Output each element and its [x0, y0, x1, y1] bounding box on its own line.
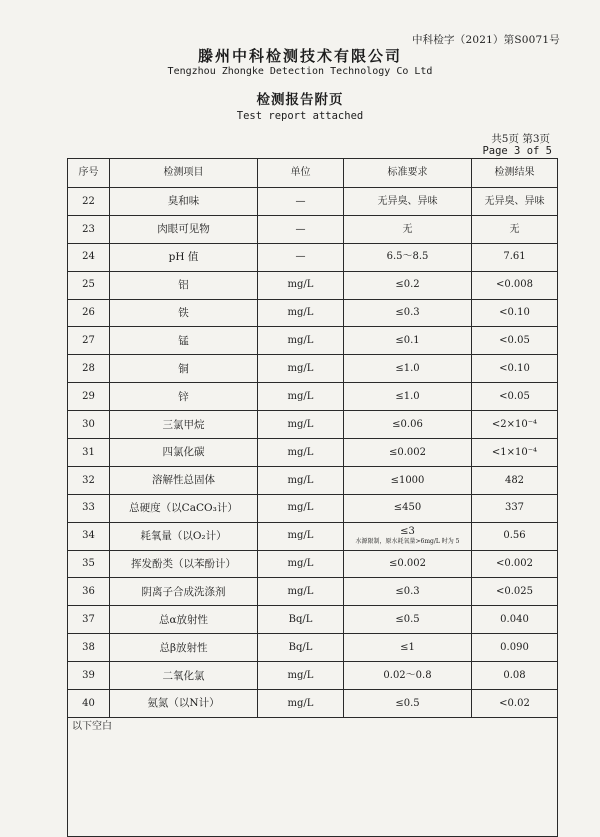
table-row — [68, 578, 558, 606]
row-item: 臭和味 — [110, 188, 258, 216]
row-unit: mg/L — [258, 439, 344, 467]
row-unit: — — [258, 243, 344, 271]
row-unit: mg/L — [258, 327, 344, 355]
row-standard — [344, 690, 472, 718]
row-unit: mg/L — [258, 522, 344, 550]
row-number: 26 — [68, 299, 110, 327]
row-item: 锰 — [110, 327, 258, 355]
row-result: <0.008 — [472, 271, 558, 299]
row-result: <0.10 — [472, 299, 558, 327]
table-row — [68, 299, 558, 327]
row-number: 23 — [68, 215, 110, 243]
row-unit: mg/L — [258, 271, 344, 299]
table-row — [68, 243, 558, 271]
row-unit: mg/L — [258, 383, 344, 411]
row-standard — [344, 634, 472, 662]
row-result: 7.61 — [472, 243, 558, 271]
row-result: <0.002 — [472, 550, 558, 578]
row-number: 33 — [68, 494, 110, 522]
row-unit: mg/L — [258, 411, 344, 439]
row-unit: mg/L — [258, 355, 344, 383]
row-unit: mg/L — [258, 690, 344, 718]
standard-value: ≤0.2 — [395, 279, 420, 291]
row-standard — [344, 411, 472, 439]
standard-value: ≤0.002 — [388, 446, 426, 458]
row-number: 31 — [68, 439, 110, 467]
row-result: 0.090 — [472, 634, 558, 662]
page-count-en: Page 3 of 5 — [482, 145, 552, 157]
row-standard — [344, 355, 472, 383]
row-item: 三氯甲烷 — [110, 411, 258, 439]
row-number: 40 — [68, 690, 110, 718]
row-number: 30 — [68, 411, 110, 439]
table-row — [68, 271, 558, 299]
row-item: 总α放射性 — [110, 606, 258, 634]
standard-value: 0.02～0.8 — [383, 669, 432, 681]
row-number: 25 — [68, 271, 110, 299]
standard-value: ≤0.06 — [392, 418, 423, 430]
row-standard — [344, 522, 472, 550]
standard-value: 无异臭、异味 — [377, 195, 438, 207]
row-unit: mg/L — [258, 299, 344, 327]
row-result: 0.040 — [472, 606, 558, 634]
document-number: 中科检字（2021）第S0071号 — [411, 34, 560, 46]
row-standard — [344, 243, 472, 271]
row-standard — [344, 327, 472, 355]
row-unit: mg/L — [258, 494, 344, 522]
table-row — [68, 383, 558, 411]
row-item: 阴离子合成洗涤剂 — [110, 578, 258, 606]
row-standard — [344, 188, 472, 216]
row-item: 总β放射性 — [110, 634, 258, 662]
blank-below-note: 以下空白 — [68, 717, 558, 836]
row-item: 溶解性总固体 — [110, 466, 258, 494]
standard-value: 6.5～8.5 — [386, 251, 429, 263]
standard-value: ≤0.002 — [388, 558, 426, 570]
standard-value: ≤0.3 — [395, 586, 420, 598]
row-standard — [344, 662, 472, 690]
row-result: <0.05 — [472, 327, 558, 355]
row-unit: mg/L — [258, 578, 344, 606]
blank-row — [68, 717, 558, 836]
table-row — [68, 634, 558, 662]
row-item: 铜 — [110, 355, 258, 383]
page-count-cn: 共5页 第3页 — [491, 133, 550, 145]
results-table — [67, 158, 558, 837]
table-row — [68, 662, 558, 690]
row-result: 0.56 — [472, 522, 558, 550]
table-row — [68, 494, 558, 522]
row-standard — [344, 578, 472, 606]
standard-value: ≤1.0 — [395, 390, 420, 402]
report-title-en: Test report attached — [236, 110, 364, 122]
table-row — [68, 327, 558, 355]
row-number: 28 — [68, 355, 110, 383]
row-item: 四氯化碳 — [110, 439, 258, 467]
row-standard — [344, 299, 472, 327]
standard-note: 水源限制，原水耗氧量>6mg/L 时为 5 — [355, 537, 460, 545]
row-item: 挥发酚类（以苯酚计） — [110, 550, 258, 578]
table-row — [68, 466, 558, 494]
row-result: 无异臭、异味 — [472, 188, 558, 216]
row-number: 39 — [68, 662, 110, 690]
row-item: 肉眼可见物 — [110, 215, 258, 243]
standard-value: 无 — [402, 223, 413, 235]
row-result: <2×10⁻⁴ — [472, 411, 558, 439]
company-name-en: Tengzhou Zhongke Detection Technology Co Ltd — [167, 66, 433, 77]
row-item: 铝 — [110, 271, 258, 299]
table-row — [68, 690, 558, 718]
standard-value: ≤1000 — [390, 474, 425, 486]
row-item: 铁 — [110, 299, 258, 327]
row-standard — [344, 439, 472, 467]
table-row — [68, 606, 558, 634]
row-number: 38 — [68, 634, 110, 662]
row-number: 32 — [68, 466, 110, 494]
header-item: 检测项目 — [110, 159, 258, 188]
row-result: <0.025 — [472, 578, 558, 606]
standard-value: ≤0.3 — [395, 307, 420, 319]
row-standard — [344, 215, 472, 243]
row-standard — [344, 383, 472, 411]
header-no: 序号 — [68, 159, 110, 188]
row-item: 锌 — [110, 383, 258, 411]
row-item: 耗氧量（以O₂计） — [110, 522, 258, 550]
header-unit: 单位 — [258, 159, 344, 188]
standard-value: ≤0.1 — [395, 335, 420, 347]
row-result: 482 — [472, 466, 558, 494]
row-result: 无 — [472, 215, 558, 243]
row-standard — [344, 466, 472, 494]
row-number: 34 — [68, 522, 110, 550]
row-standard — [344, 271, 472, 299]
row-standard — [344, 606, 472, 634]
table-header-row — [68, 159, 558, 188]
table-row — [68, 439, 558, 467]
row-result: 0.08 — [472, 662, 558, 690]
row-unit: — — [258, 215, 344, 243]
row-unit: mg/L — [258, 550, 344, 578]
header-standard: 标准要求 — [344, 159, 472, 188]
row-number: 27 — [68, 327, 110, 355]
row-number: 36 — [68, 578, 110, 606]
row-number: 35 — [68, 550, 110, 578]
table-row — [68, 550, 558, 578]
row-unit: Bq/L — [258, 634, 344, 662]
report-title-cn: 检测报告附页 — [256, 92, 344, 108]
row-item: 二氧化氯 — [110, 662, 258, 690]
table-body — [68, 188, 558, 718]
standard-value: ≤1 — [400, 641, 415, 653]
row-item: 氨氮（以N计） — [110, 690, 258, 718]
row-standard — [344, 494, 472, 522]
row-number: 24 — [68, 243, 110, 271]
row-standard — [344, 550, 472, 578]
row-result: <0.02 — [472, 690, 558, 718]
table-row — [68, 411, 558, 439]
row-result: <0.05 — [472, 383, 558, 411]
table-row — [68, 188, 558, 216]
row-result: 337 — [472, 494, 558, 522]
row-unit: — — [258, 188, 344, 216]
row-number: 29 — [68, 383, 110, 411]
row-unit: Bq/L — [258, 606, 344, 634]
standard-value: ≤450 — [393, 502, 422, 514]
header-result: 检测结果 — [472, 159, 558, 188]
standard-value: ≤0.5 — [395, 697, 420, 709]
company-name-cn: 滕州中科检测技术有限公司 — [197, 47, 402, 65]
table-row — [68, 355, 558, 383]
row-result: <1×10⁻⁴ — [472, 439, 558, 467]
table-row — [68, 522, 558, 550]
row-result: <0.10 — [472, 355, 558, 383]
row-number: 37 — [68, 606, 110, 634]
row-unit: mg/L — [258, 662, 344, 690]
row-item: 总硬度（以CaCO₃计） — [110, 494, 258, 522]
row-unit: mg/L — [258, 466, 344, 494]
standard-value: ≤3 — [400, 526, 415, 538]
row-number: 22 — [68, 188, 110, 216]
row-item: pH 值 — [110, 243, 258, 271]
standard-value: ≤0.5 — [395, 614, 420, 626]
standard-value: ≤1.0 — [395, 363, 420, 375]
table-row — [68, 215, 558, 243]
